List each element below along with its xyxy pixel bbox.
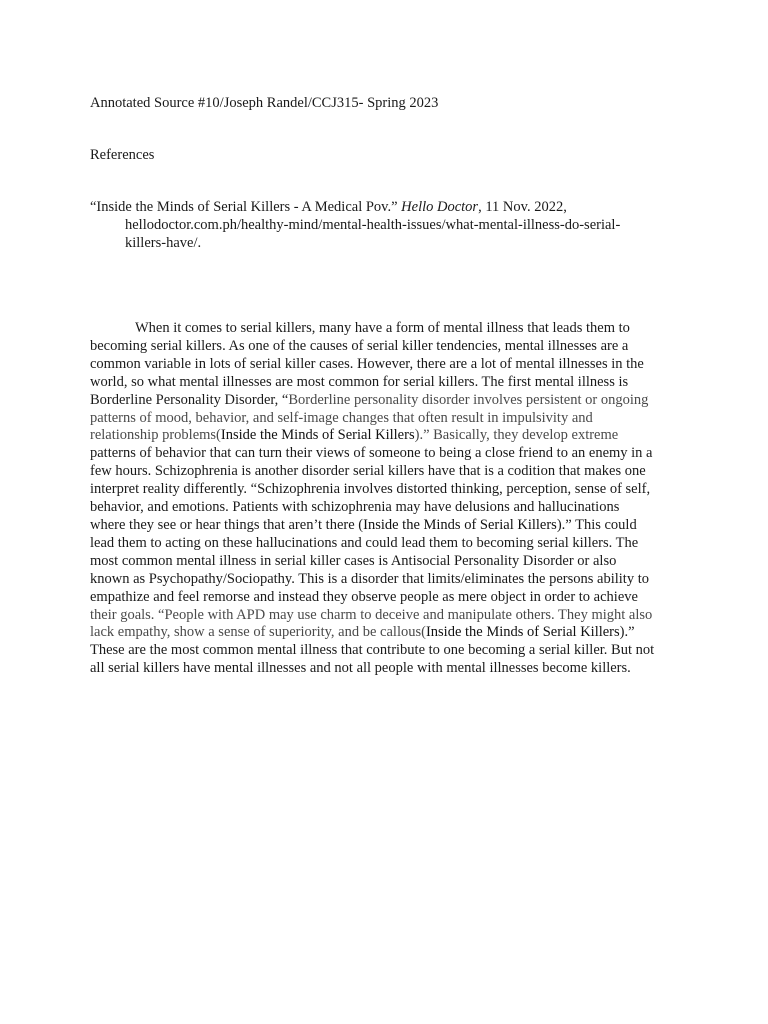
quote-segment: Borderline personality disorder involves persistent or ongoing bbox=[288, 391, 649, 408]
paragraph-line: all serial killers have mental illnesses and not all people with mental illnesses become killers. bbox=[90, 660, 631, 677]
paragraph-line: world, so what mental illnesses are most common for serial killers. The first mental illness is bbox=[90, 373, 629, 390]
citation-entry bbox=[90, 198, 650, 252]
paragraph-line bbox=[90, 392, 680, 410]
paragraph-line: becoming serial killers. As one of the causes of serial killer tendencies, mental illnesses are a bbox=[90, 337, 629, 354]
paragraph-line: known as Psychopathy/Sociopathy. This is a disorder that limits/eliminates the persons ability to bbox=[90, 570, 649, 587]
paragraph-line: patterns of mood, behavior, and self-image changes that often result in impulsivity and bbox=[90, 409, 593, 426]
paragraph-line: their goals. “People with APD may use charm to deceive and manipulate others. They might also bbox=[90, 606, 653, 623]
paragraph-line bbox=[90, 427, 680, 445]
paragraph-line: lead them to acting on these hallucinations and could lead them to becoming serial killers. The bbox=[90, 534, 639, 551]
paragraph-line: interpret reality differently. “Schizophrenia involves distorted thinking, perception, sense of self, bbox=[90, 481, 651, 498]
paragraph-segment: ).” bbox=[619, 624, 635, 641]
citation-ref: Inside the Minds of Serial Killers bbox=[363, 516, 557, 533]
paragraph-line: These are the most common mental illness that contribute to one becoming a serial killer. But not bbox=[90, 642, 655, 659]
references-heading: References bbox=[90, 147, 155, 163]
paragraph-line: few hours. Schizophrenia is another disorder serial killers have that is a codition that makes one bbox=[90, 463, 646, 480]
citation-title: “Inside the Minds of Serial Killers - A Medical Pov.” bbox=[90, 199, 402, 215]
paragraph-segment: ).” This could bbox=[556, 516, 637, 533]
citation-ref: Inside the Minds of Serial Killers bbox=[425, 624, 620, 641]
paragraph-line bbox=[90, 624, 680, 642]
citation-journal: Hello Doctor bbox=[401, 199, 479, 215]
paragraph-line: behavior, and emotions. Patients with schizophrenia may have delusions and hallucinations bbox=[90, 499, 620, 516]
paragraph-segment: ).” Basically, they develop extreme bbox=[414, 427, 619, 444]
document-header: Annotated Source #10/Joseph Randel/CCJ315- Spring 2023 bbox=[90, 95, 439, 111]
paragraph-segment: where they see or hear things that aren’t there ( bbox=[90, 516, 364, 533]
citation-date: , 11 Nov. 2022, bbox=[478, 199, 567, 215]
paragraph-line: patterns of behavior that can turn their views of someone to being a close friend to an enemy in a bbox=[90, 445, 653, 462]
paragraph-line: empathize and feel remorse and instead they observe people as mere object in order to achieve bbox=[90, 588, 638, 605]
citation-line-1 bbox=[90, 198, 650, 216]
citation-url-end: killers-have/. bbox=[125, 235, 202, 251]
paragraph-line: When it comes to serial killers, many have a form of mental illness that leads them to bbox=[135, 320, 630, 336]
paragraph-line: common variable in lots of serial killer cases. However, there are a lot of mental illnesses in the bbox=[90, 355, 644, 372]
paragraph-line bbox=[90, 517, 680, 535]
body-paragraph bbox=[90, 320, 680, 678]
quote-segment: lack empathy, show a sense of superiority, and be callous( bbox=[90, 624, 426, 641]
paragraph-line: most common mental illness in serial killer cases is Antisocial Personality Disorder or also bbox=[90, 552, 617, 569]
citation-ref: Inside the Minds of Serial Killers bbox=[220, 427, 415, 444]
citation-url-line: hellodoctor.com.ph/healthy-mind/mental-health-issues/what-mental-illness-do-serial- bbox=[125, 217, 621, 233]
paragraph-segment: Borderline Personality Disorder, “ bbox=[90, 391, 289, 408]
quote-segment: relationship problems( bbox=[90, 427, 221, 444]
